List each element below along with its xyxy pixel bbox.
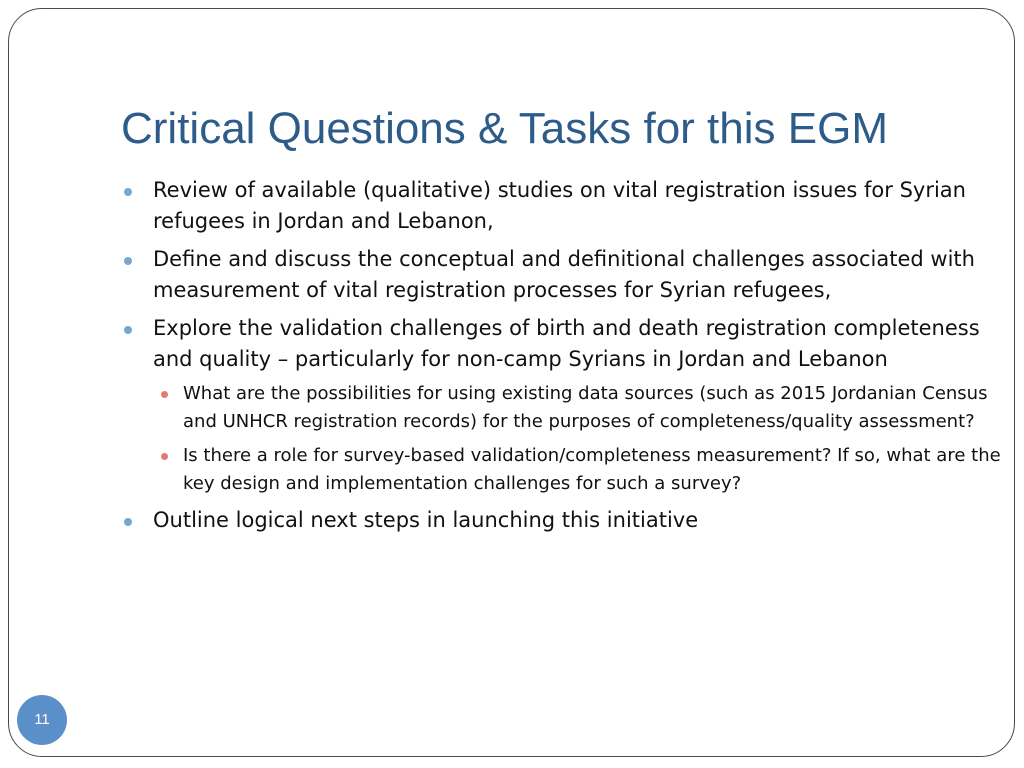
bullet-dot-icon: [124, 188, 132, 196]
sub-list-item: [153, 442, 1001, 498]
sub-bullet-dot-icon: [161, 391, 168, 398]
list-item: [121, 505, 1001, 536]
list-item-text: Explore the validation challenges of birth and death registration completeness and quality – particularly for non-camp Syrians in Jordan and Lebanon: [153, 316, 980, 371]
list-item: [121, 313, 1001, 498]
list-item-text: Review of available (qualitative) studies on vital registration issues for Syrian refugees in Jordan and Lebanon,: [153, 178, 966, 233]
list-item: [121, 175, 1001, 237]
bullet-list: [121, 175, 1001, 536]
bullet-dot-icon: [124, 257, 132, 265]
list-item-text: Define and discuss the conceptual and definitional challenges associated with measurement of vital registration processes for Syrian refugees,: [153, 247, 975, 302]
bullet-dot-icon: [124, 326, 132, 334]
slide-content: [121, 175, 1001, 543]
sub-bullet-dot-icon: [161, 453, 168, 460]
sub-list-item: [153, 380, 1001, 436]
slide-title: Critical Questions & Tasks for this EGM: [121, 104, 888, 153]
slide-frame: [8, 8, 1015, 757]
list-item: [121, 244, 1001, 306]
page-number-badge: 11: [17, 695, 67, 745]
list-item-text: Outline logical next steps in launching this initiative: [153, 508, 699, 532]
sub-bullet-list: [153, 380, 1001, 498]
sub-list-item-text: What are the possibilities for using existing data sources (such as 2015 Jordanian Census and UNHCR registration records) for the purposes of completeness/quality assessment?: [183, 383, 988, 432]
bullet-dot-icon: [124, 518, 132, 526]
sub-list-item-text: Is there a role for survey-based validation/completeness measurement? If so, what are the key design and implementation challenges for such a survey?: [183, 445, 1001, 494]
